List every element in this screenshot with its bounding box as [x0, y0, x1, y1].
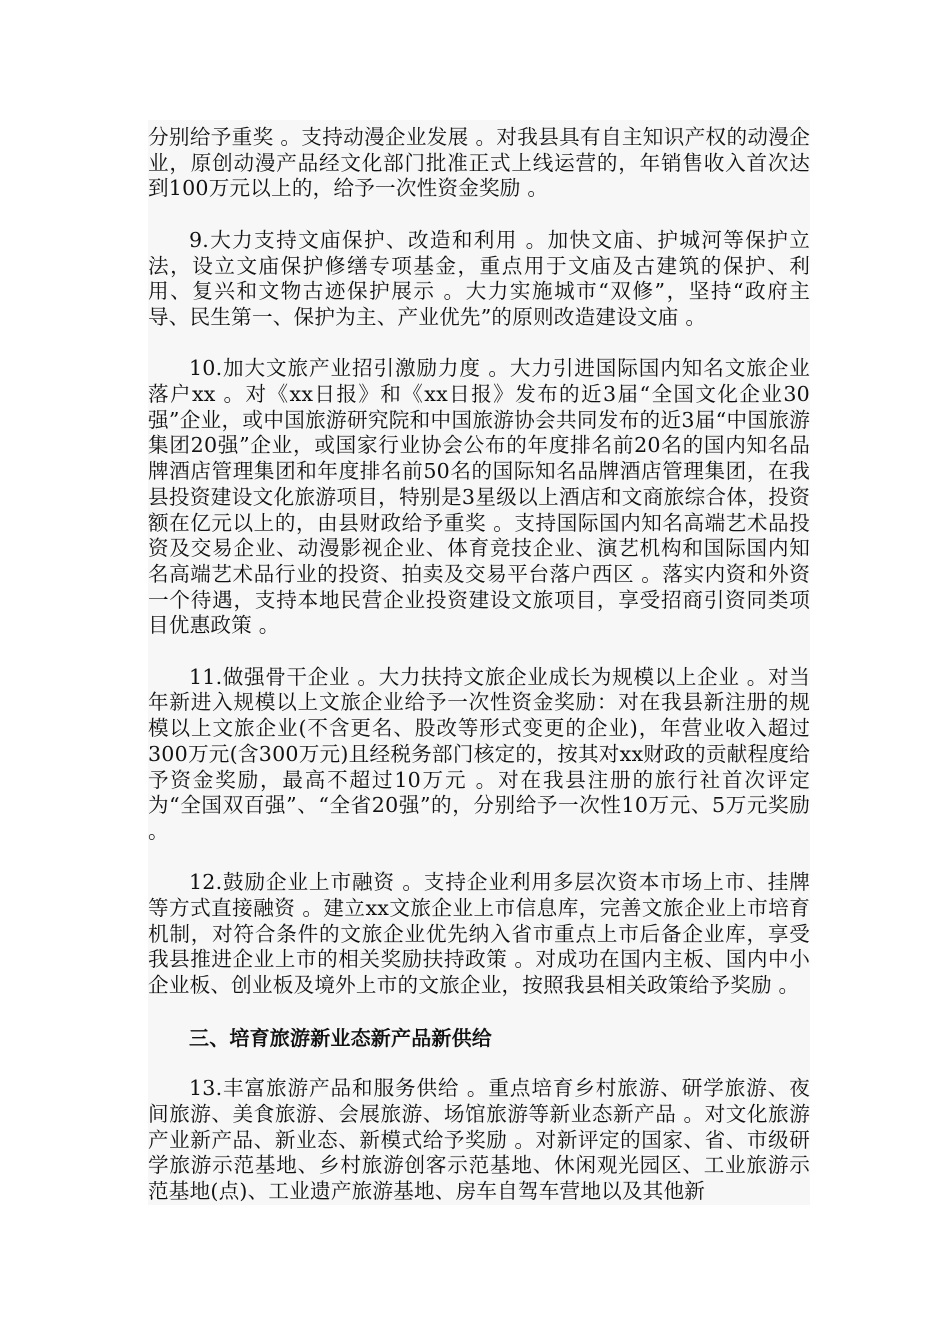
- document-body: [148, 120, 810, 1205]
- paragraph-item-12: 12.鼓励企业上市融资 。支持企业利用多层次资本市场上市、挂牌等方式直接融资 。建立xx文旅企业上市信息库，完善文旅企业上市培育机制，对符合条件的文旅企业优先纳入省市重点上市后备企业库，享受我县推进企业上市的相关奖励扶持政策 。对成功在国内主板、国内中小企业板、创业板及境外上市的文旅企业，按照我县相关政策给予奖励 。: [148, 870, 810, 998]
- paragraph-item-10: 10.加大文旅产业招引激励力度 。大力引进国际国内知名文旅企业落户xx 。对《xx日报》和《xx日报》发布的近3届“全国文化企业30强”企业，或中国旅游研究院和中国旅游协会共同发布的近3届“中国旅游集团20强”企业，或国家行业协会公布的年度排名前20名的国内知名品牌酒店管理集团和年度排名前50名的国际知名品牌酒店管理集团，在我县投资建设文化旅游项目，特别是3星级以上酒店和文商旅综合体，投资额在亿元以上的，由县财政给予重奖 。支持国际国内知名高端艺术品投资及交易企业、动漫影视企业、体育竞技企业、演艺机构和国际国内知名高端艺术品行业的投资、拍卖及交易平台落户西区 。落实内资和外资一个待遇，支持本地民营企业投资建设文旅项目，享受招商引资同类项目优惠政策 。: [148, 356, 810, 638]
- paragraph-item-13: 13.丰富旅游产品和服务供给 。重点培育乡村旅游、研学旅游、夜间旅游、美食旅游、会展旅游、场馆旅游等新业态新产品 。对文化旅游产业新产品、新业态、新模式给予奖励 。对新评定的国家、省、市级研学旅游示范基地、乡村旅游创客示范基地、休闲观光园区、工业旅游示范基地(点)、工业遗产旅游基地、房车自驾车营地以及其他新: [148, 1076, 810, 1204]
- paragraph-continued: 分别给予重奖 。支持动漫企业发展 。对我县具有自主知识产权的动漫企业，原创动漫产品经文化部门批准正式上线运营的，年销售收入首次达到100万元以上的，给予一次性资金奖励 。: [148, 125, 810, 201]
- paragraph-item-11: 11.做强骨干企业 。大力扶持文旅企业成长为规模以上企业 。对当年新进入规模以上文旅企业给予一次性资金奖励：对在我县新注册的规模以上文旅企业(不含更名、股改等形式变更的企业)，年营业收入超过300万元(含300万元)且经税务部门核定的，按其对xx财政的贡献程度给予资金奖励，最高不超过10万元 。对在我县注册的旅行社首次评定为“全国双百强”、“全省20强”的，分别给予一次性10万元、5万元奖励 。: [148, 664, 810, 843]
- paragraph-item-9: 9.大力支持文庙保护、改造和利用 。加快文庙、护城河等保护立法，设立文庙保护修缮专项基金，重点用于文庙及古建筑的保护、利用、复兴和文物古迹保护展示 。大力实施城市“双修”，坚持“政府主导、民生第一、保护为主、产业优先”的原则改造建设文庙 。: [148, 227, 810, 329]
- section-heading: 三、培育旅游新业态新产品新供给: [189, 1025, 492, 1050]
